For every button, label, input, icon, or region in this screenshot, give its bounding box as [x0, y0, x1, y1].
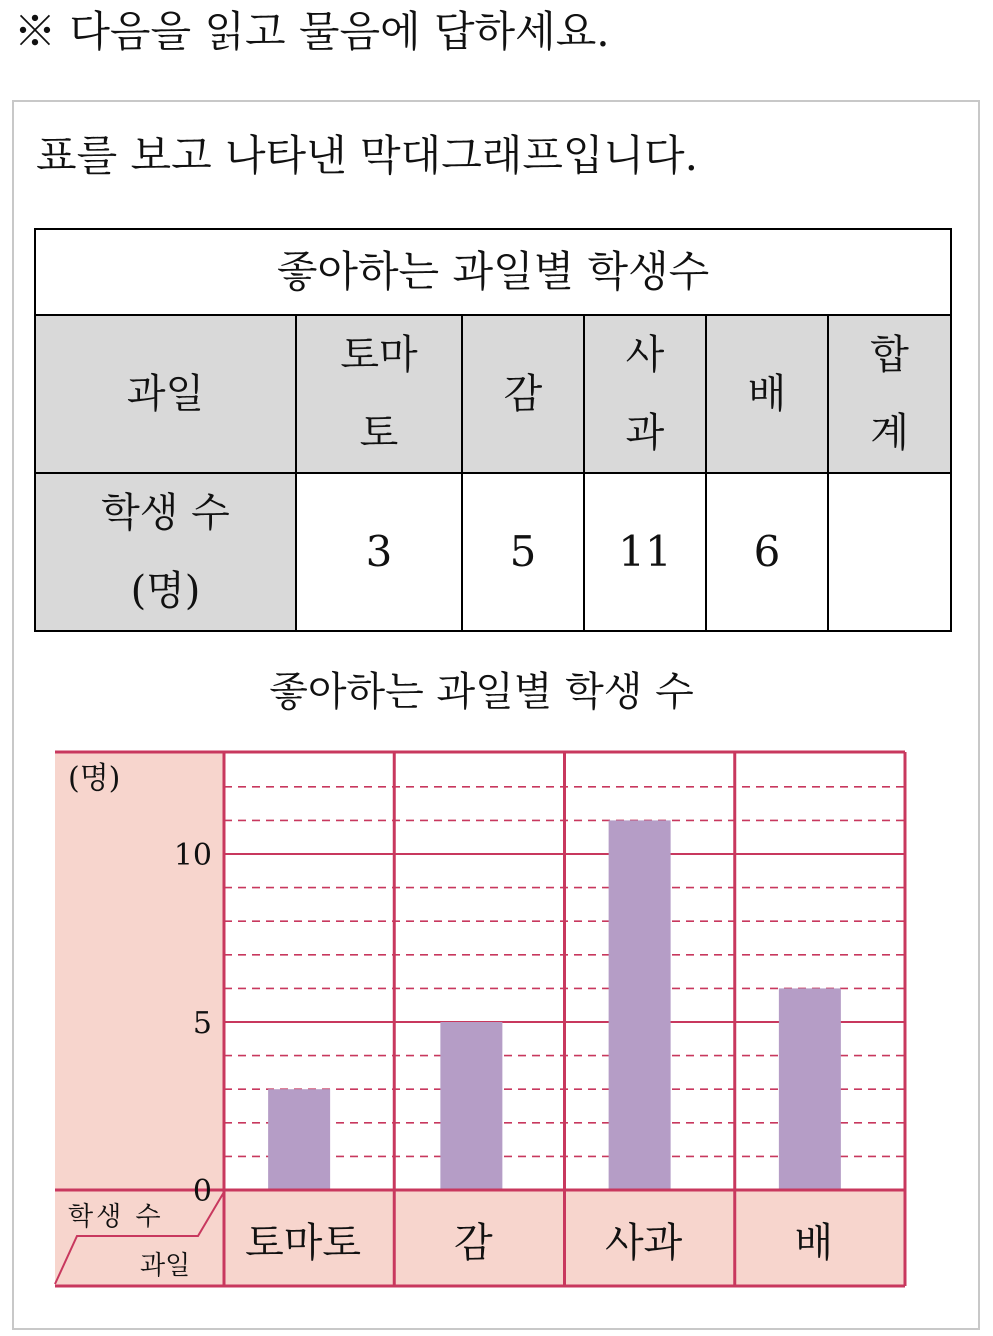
column-header-pear: 배 [706, 315, 828, 473]
category-label-3: 배 [794, 1220, 834, 1266]
corner-label-fruit: 과일 [140, 1251, 191, 1281]
chart-title: 좋아하는 과일별 학생 수 [269, 669, 694, 715]
y-tick-label-10: 10 [173, 838, 212, 873]
value-apple: 11 [584, 473, 706, 631]
bar-0 [268, 1089, 330, 1190]
y-tick-label-5: 5 [192, 1006, 212, 1041]
column-header-total: 합계 [828, 315, 951, 473]
y-unit-label: (명) [68, 761, 121, 796]
value-persimmon: 5 [462, 473, 584, 631]
category-label-1: 감 [454, 1220, 493, 1266]
column-header-tomato: 토마토 [296, 315, 462, 473]
row-label-fruit: 과일 [35, 315, 296, 473]
bar-3 [779, 988, 841, 1190]
category-label-2: 사과 [604, 1220, 683, 1266]
bar-2 [609, 820, 671, 1190]
corner-label-students: 학생 수 [68, 1202, 164, 1232]
column-header-apple: 사과 [584, 315, 706, 473]
value-pear: 6 [706, 473, 828, 631]
bar-1 [440, 1022, 502, 1190]
column-header-persimmon: 감 [462, 315, 584, 473]
intro-text: 표를 보고 나타낸 막대그래프입니다. [36, 131, 698, 180]
value-tomato: 3 [296, 473, 462, 631]
y-tick-label-0: 0 [192, 1174, 212, 1209]
row-label-students: 학생 수 (명) [35, 473, 296, 631]
category-label-0: 토마토 [245, 1220, 362, 1266]
instruction-text: ※ 다음을 읽고 물음에 답하세요. [14, 7, 610, 56]
table-title: 좋아하는 과일별 학생수 [35, 229, 951, 315]
